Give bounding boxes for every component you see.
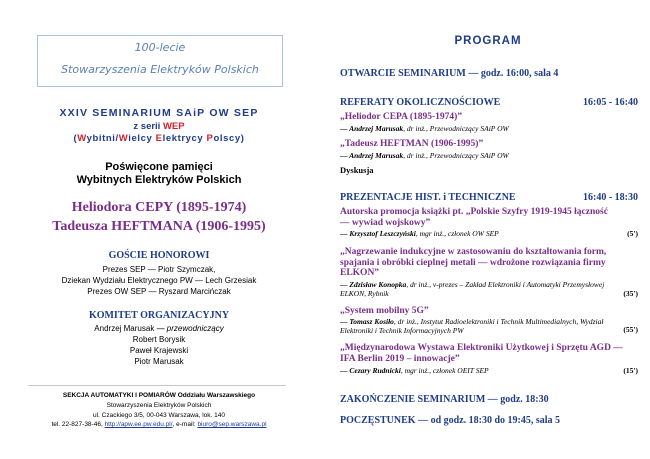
- website-link[interactable]: http://apw.ee.pw.edu.pl/: [104, 421, 173, 428]
- dedication-line2: Wybitnych Elektryków Polskich: [76, 174, 242, 186]
- series-part-4: ielcy: [128, 133, 156, 144]
- series-part-7: P: [206, 133, 214, 144]
- series-part-3: W: [118, 133, 129, 144]
- p4-duration: (15'): [623, 366, 638, 375]
- series-expansion: [0, 133, 318, 144]
- series-prefix: z serii: [133, 121, 163, 132]
- email-link[interactable]: biuro@sep.warszawa.pl: [197, 421, 267, 428]
- p2-duration: (35'): [623, 289, 638, 298]
- ref2-author: — Andrzej Marusak: [340, 151, 404, 160]
- committee-chair: [0, 324, 318, 333]
- chair-role: — przewodniczący: [156, 324, 224, 333]
- committee-member: Paweł Krajewski: [129, 346, 189, 355]
- dedication-line1: Poświęcone pamięci: [105, 161, 213, 173]
- hero-cepa: Heliodora CEPY (1895-1974): [71, 200, 247, 215]
- pres-label: PREZENTACJE HIST. i TECHNICZNE: [340, 192, 516, 203]
- p1-title: Autorska promocja książki pt. „Polskie Szyfry 1919-1945 łączność — wywiad wojskowy”: [340, 207, 608, 228]
- ref2-speaker: [340, 151, 638, 160]
- series-part-5: E: [155, 133, 163, 144]
- program-title: PROGRAM: [454, 35, 522, 47]
- ref2-title: „Tadeusz HEFTMAN (1906-1995)”: [340, 139, 484, 149]
- p3-author: — Tomasz Kosiło: [340, 317, 394, 326]
- ref1-role: , dr inż., Przewodniczący SAiP OW: [403, 124, 509, 133]
- committee-member: Robert Borysik: [132, 335, 186, 344]
- committee-title: KOMITET ORGANIZACYJNY: [88, 310, 230, 321]
- ref2-role: , dr inż., Przewodniczący SAiP OW: [403, 151, 509, 160]
- p2-title: „Nagrzewanie indukcyjne w zastosowaniu do kształtowania form, spajania i obróbki cieplnej metali — wdrożone rozwiązania firmy ELKON”: [340, 247, 607, 278]
- chair-name: Andrzej Marusak: [94, 324, 155, 333]
- reception-line: POCZĘSTUNEK — od godz. 18:30 do 19:45, sala 5: [340, 415, 561, 426]
- p2-author: — Zdzisław Konopka: [340, 280, 407, 289]
- pres-header: [340, 192, 638, 203]
- p4-role: , mgr inż., członek OEIT SEP: [400, 366, 489, 375]
- p1-role: , mgr inż., członek OW SEP: [415, 229, 499, 238]
- organizer-society: Stowarzyszenia Elektryków Polskich: [106, 402, 212, 409]
- contact-email-label: , e-mail:: [172, 421, 198, 428]
- series-part-6: lektrycy: [162, 133, 207, 144]
- p4-speaker: [340, 366, 638, 375]
- guests-title: GOŚCIE HONOROWI: [108, 250, 210, 261]
- organizer-address: ul. Czackiego 3/5, 00-043 Warszawa, lok. 140: [93, 412, 225, 419]
- guest-line2: Dziekan Wydziału Elektrycznego PW — Lech Grzesiak: [61, 276, 257, 285]
- p2-role: , dr inż., v-prezes – Zakład Elektroniki i Automatyki Przemysłowej ELKON, Rybnik: [340, 280, 605, 298]
- p1-duration: (5'): [627, 229, 638, 238]
- p1-author: — Krzysztof Leszczyński: [340, 229, 416, 238]
- series-part-0: (: [73, 133, 78, 144]
- hero-heftman: Tadeusza HEFTMANA (1906-1995): [52, 219, 266, 234]
- p4-author: — Cezary Rudnicki: [340, 366, 401, 375]
- anniversary-banner: [37, 35, 283, 87]
- left-panel: [0, 0, 318, 459]
- guest-line3: Prezes OW SEP — Ryszard Marcińczak: [87, 287, 231, 296]
- closing-line: ZAKOŃCZENIE SEMINARIUM — godz. 18:30: [340, 394, 549, 405]
- series-part-8: olscy): [213, 133, 245, 144]
- organizer-contact: [0, 421, 318, 428]
- program-panel: [330, 0, 646, 459]
- p3-role: , dr inż., Instytut Radioelektroniki i Technik Multimedialnych, Wydział Elektroniki i Technik Informacyjnych PW: [340, 317, 604, 335]
- refs-time: 16:05 - 16:40: [583, 97, 638, 108]
- p3-duration: (55'): [623, 325, 638, 334]
- seminar-series: [0, 121, 318, 132]
- p3-title: „System mobilny 5G”: [340, 306, 429, 316]
- p4-title: „Międzynarodowa Wystawa Elektroniki Użytkowej i Sprzętu AGD — IFA Berlin 2019 – innowacje”: [340, 343, 623, 364]
- organizer-name: SEKCJA AUTOMATYKI I POMIARÓW Oddziału Warszawskiego: [62, 392, 256, 399]
- refs-label: REFERATY OKOLICZNOŚCIOWE: [340, 97, 501, 108]
- refs-header: [340, 97, 638, 108]
- banner-line1: 100-lecie: [134, 41, 186, 54]
- committee-member: Piotr Marusak: [134, 357, 184, 366]
- banner-line2: Stowarzyszenia Elektryków Polskich: [61, 63, 259, 76]
- divider: [28, 385, 286, 386]
- series-acronym: WEP: [162, 121, 185, 132]
- discussion: Dyskusja: [340, 165, 374, 175]
- series-part-1: W: [77, 133, 87, 144]
- p1-speaker: [340, 229, 638, 238]
- ref1-author: — Andrzej Marusak: [340, 124, 404, 133]
- p2-speaker: [340, 280, 620, 298]
- guest-line1: Prezes SEP — Piotr Szymczak,: [102, 265, 216, 274]
- series-part-2: ybitni/: [86, 133, 119, 144]
- p3-speaker: [340, 317, 612, 335]
- ref1-speaker: [340, 124, 638, 133]
- pres-time: 16:40 - 18:30: [583, 192, 638, 203]
- opening-line: OTWARCIE SEMINARIUM — godz. 16:00, sala 4: [340, 68, 559, 79]
- seminar-title: XXIV SEMINARIUM SAiP OW SEP: [59, 107, 259, 119]
- ref1-title: „Heliodor CEPA (1895-1974)”: [340, 112, 463, 122]
- contact-phone: tel. 22-827-38-46,: [51, 421, 105, 428]
